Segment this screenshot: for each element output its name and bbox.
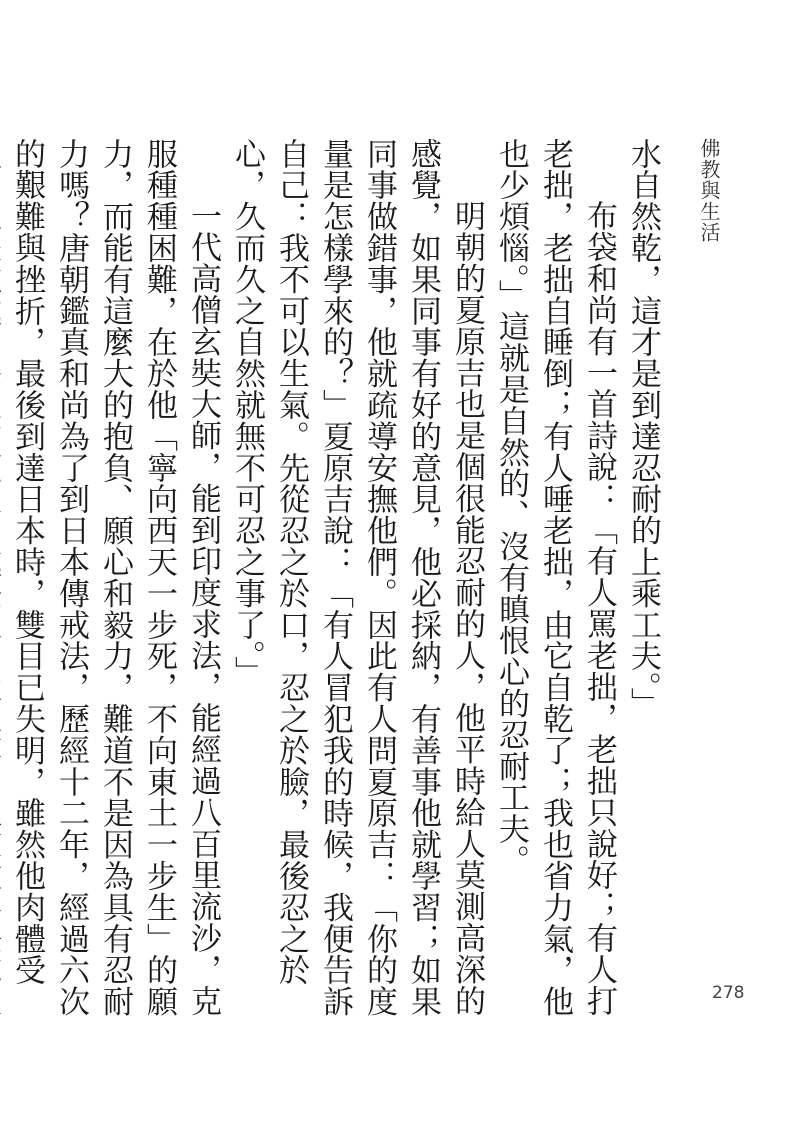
body-text	[9, 138, 665, 1018]
paragraph-4: 一代高僧玄奘大師，能到印度求法，能經過八百里流沙，克服種種困難，在於他「寧向西天一步死，不向東土一步生」的願力，而能有這麼大的抱負、願心和毅力，難道不是因為具有忍耐力嗎？唐朝鑑真和尚為了到日本傳戒法，歷經十二年，經過六次的艱難與挫折，最後到達日本時，雙目已失明，雖然他肉體受	[9, 138, 221, 1018]
paragraph-2: 布袋和尚有一首詩說：「有人罵老拙，老拙只說好；有人打老拙，老拙自睡倒；有人唾老拙，由它自乾了；我也省力氣，他也少煩惱。」這就是自然的、沒有瞋恨心的忍耐工夫。	[493, 138, 617, 1018]
paragraph-3: 明朝的夏原吉也是個很能忍耐的人，他平時給人莫測高深的感覺，如果同事有好的意見，他必採納，有善事他就學習；如果同事做錯事，他就疏導安撫他們。因此有人問夏原吉：「你的度量是怎樣學來的？」夏原吉說：「有人冒犯我的時候，我便告訴自己：我不可以生氣。先從忍之於口，忍之於臉，最後忍之於心，久而久之自然就無不可忍之事了。」	[229, 138, 485, 1018]
paragraph-1: 水自然乾，這才是到達忍耐的上乘工夫。」	[625, 138, 661, 720]
running-title: 佛教與生活	[697, 138, 721, 243]
page-number: 278	[712, 983, 745, 1003]
